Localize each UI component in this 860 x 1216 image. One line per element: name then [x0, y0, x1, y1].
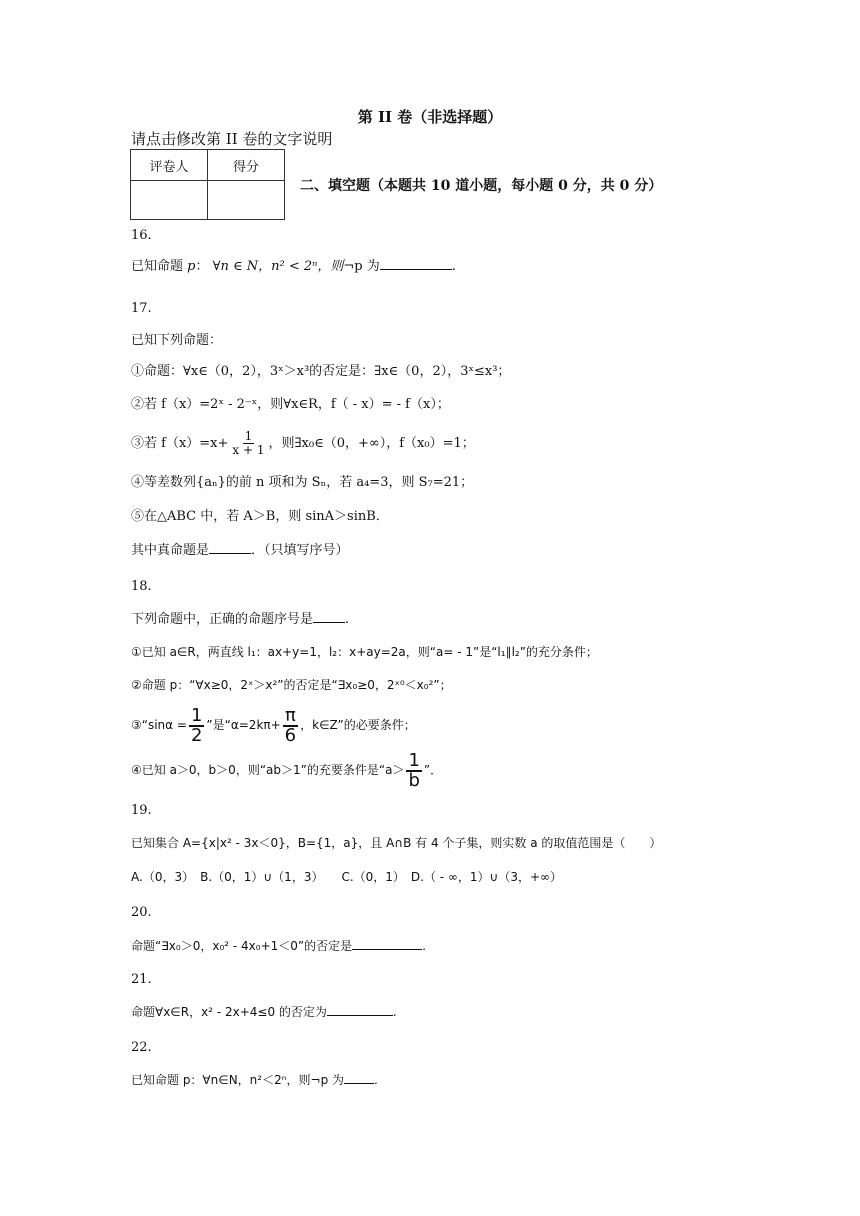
page-title: 第 II 卷（非选择题） — [357, 108, 503, 126]
question-18-statement-3: ③“sinα = $\frac{1}{2}$ ”是“α=2kπ+ $\frac{\pi}{6}$ ，k∈Z”的必要条件； — [131, 704, 416, 746]
question-number-20: 20. — [131, 905, 152, 920]
instruction-note[interactable]: 请点击修改第 II 卷的文字说明 — [131, 130, 333, 148]
answer-blank[interactable] — [209, 541, 251, 554]
answer-blank[interactable] — [380, 257, 452, 270]
question-20-text: 命题“∃x₀＞0，x₀² - 4x₀+1＜0”的否定是 . — [131, 939, 426, 953]
question-17-statement-3: ③若 f（x）=x+ $\frac{1}{x + 1}$ ，则∃x₀∈（0，+∞），f（x₀）=1； — [131, 429, 475, 457]
score-header: 得分 — [208, 150, 285, 181]
question-19-options: A.（0，3） B.（0，1）∪（1，3） C.（0，1） D.（ - ∞，1）∪（3，+∞） — [131, 870, 563, 884]
answer-blank[interactable] — [344, 1071, 374, 1084]
section-heading: 二、填空题（本题共 10 道小题，每小题 0 分，共 0 分） — [300, 178, 663, 194]
question-18-intro: 下列命题中，正确的命题序号是 . — [131, 612, 350, 627]
answer-blank[interactable] — [313, 610, 345, 623]
answer-blank[interactable] — [352, 937, 422, 950]
grader-cell[interactable] — [131, 181, 208, 220]
question-17-ask: 其中真命题是 ．（只填写序号） — [131, 543, 349, 558]
question-number-16: 16. — [131, 228, 152, 243]
question-17-statement-2: ②若 f（x）=2ˣ - 2⁻ˣ，则∀x∈R，f（ - x）= - f（x）； — [131, 397, 450, 412]
grader-header: 评卷人 — [131, 150, 208, 181]
question-19-text: 已知集合 A={x|x² - 3x＜0}，B={1，a}，且 A∩B 有 4 个子集，则实数 a 的取值范围是（ ） — [131, 836, 662, 850]
grading-table — [130, 149, 285, 220]
question-number-19: 19. — [131, 803, 152, 818]
question-17-intro: 已知下列命题： — [131, 333, 223, 348]
question-17-statement-5: ⑤在△ABC 中，若 A＞B，则 sinA＞sinB． — [131, 509, 389, 524]
question-number-21: 21. — [131, 972, 152, 987]
question-number-22: 22. — [131, 1040, 152, 1055]
question-21-text: 命题∀x∈R，x² - 2x+4≤0 的否定为 . — [131, 1005, 397, 1019]
score-cell[interactable] — [208, 181, 285, 220]
question-17-statement-4: ④等差数列{aₙ}的前 n 项和为 Sₙ，若 a₄=3，则 S₇=21； — [131, 475, 474, 490]
question-number-17: 17. — [131, 301, 152, 316]
question-18-statement-4: ④已知 a＞0，b＞0，则“ab＞1”的充要条件是“a＞ $\frac{1}{b}$ ”． — [131, 749, 443, 791]
answer-blank[interactable] — [327, 1003, 393, 1016]
question-17-statement-1: ①命题：∀x∈（0，2），3ˣ＞x³的否定是：∃x∈（0，2），3ˣ≤x³； — [131, 364, 511, 379]
question-16-text: 已知命题 p： ∀n ∈ N，n² < 2ⁿ，则¬p 为 . — [131, 259, 456, 274]
question-18-statement-1: ①已知 a∈R，两直线 l₁：ax+y=1，l₂：x+ay=2a，则“a= - 1”是“l₁∥l₂”的充分条件； — [131, 645, 598, 659]
question-22-text: 已知命题 p：∀n∈N，n²＜2ⁿ，则¬p 为 . — [131, 1073, 378, 1087]
question-number-18: 18. — [131, 579, 152, 594]
question-18-statement-2: ②命题 p：“∀x≥0，2ˣ＞x²”的否定是“∃x₀≥0，2ˣ⁰＜x₀²”； — [131, 678, 452, 692]
